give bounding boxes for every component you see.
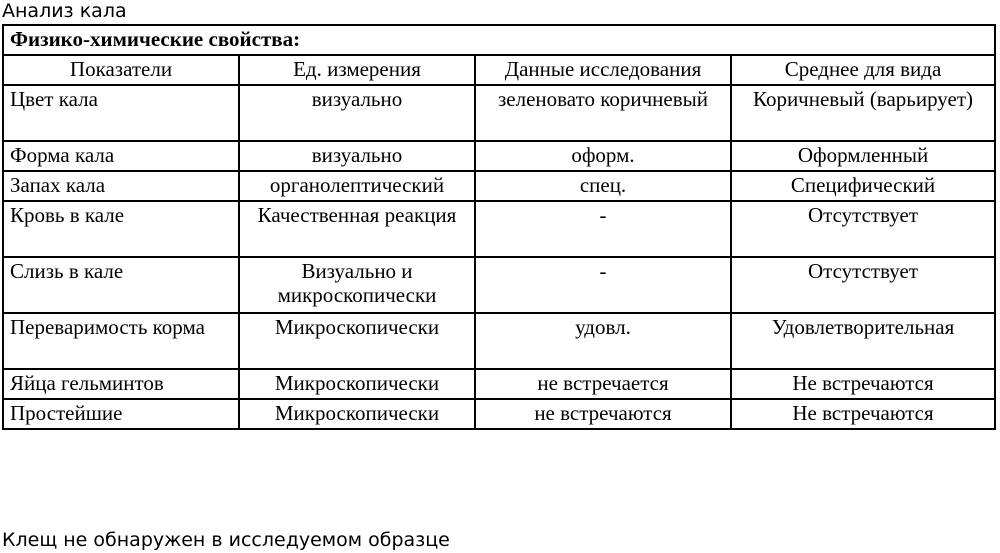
table-row: [3, 141, 995, 171]
result-cell: не встречаются: [475, 399, 731, 429]
table-row: [3, 369, 995, 399]
result-cell: удовл.: [475, 313, 731, 369]
unit-cell: визуально: [239, 85, 475, 141]
result-cell: -: [475, 257, 731, 313]
column-header-indicator: Показатели: [3, 55, 239, 85]
norm-cell: Специфический: [731, 171, 995, 201]
section-title: Физико-химические свойства:: [3, 25, 995, 55]
norm-cell: Удовлетворительная: [731, 313, 995, 369]
norm-cell: Отсутствует: [731, 257, 995, 313]
indicator-cell: Форма кала: [3, 141, 239, 171]
norm-cell: Коричневый (варьирует): [731, 85, 995, 141]
table-row: [3, 171, 995, 201]
norm-cell: Оформленный: [731, 141, 995, 171]
unit-cell: Микроскопически: [239, 399, 475, 429]
page-title: Анализ кала: [2, 0, 127, 22]
unit-cell: Микроскопически: [239, 369, 475, 399]
column-header-unit: Ед. измерения: [239, 55, 475, 85]
indicator-cell: Переваримость корма: [3, 313, 239, 369]
norm-cell: Не встречаются: [731, 369, 995, 399]
unit-cell: Визуально и микроскопически: [239, 257, 475, 313]
result-cell: оформ.: [475, 141, 731, 171]
norm-cell: Не встречаются: [731, 399, 995, 429]
column-header-result: Данные исследования: [475, 55, 731, 85]
footer-note: Клещ не обнаружен в исследуемом образце: [2, 529, 450, 551]
table-row: [3, 201, 995, 257]
indicator-cell: Кровь в кале: [3, 201, 239, 257]
result-cell: спец.: [475, 171, 731, 201]
unit-cell: органолептический: [239, 171, 475, 201]
indicator-cell: Запах кала: [3, 171, 239, 201]
indicator-cell: Яйца гельминтов: [3, 369, 239, 399]
result-cell: не встречается: [475, 369, 731, 399]
unit-cell: Микроскопически: [239, 313, 475, 369]
unit-cell: визуально: [239, 141, 475, 171]
result-cell: -: [475, 201, 731, 257]
indicator-cell: Слизь в кале: [3, 257, 239, 313]
result-cell: зеленовато коричневый: [475, 85, 731, 141]
unit-cell: Качественная реакция: [239, 201, 475, 257]
table-row: [3, 313, 995, 369]
column-header-norm: Среднее для вида: [731, 55, 995, 85]
norm-cell: Отсутствует: [731, 201, 995, 257]
indicator-cell: Цвет кала: [3, 85, 239, 141]
header-row: [3, 55, 995, 85]
table-row: [3, 85, 995, 141]
analysis-table: [2, 24, 996, 430]
indicator-cell: Простейшие: [3, 399, 239, 429]
table-row: [3, 399, 995, 429]
table-row: [3, 257, 995, 313]
